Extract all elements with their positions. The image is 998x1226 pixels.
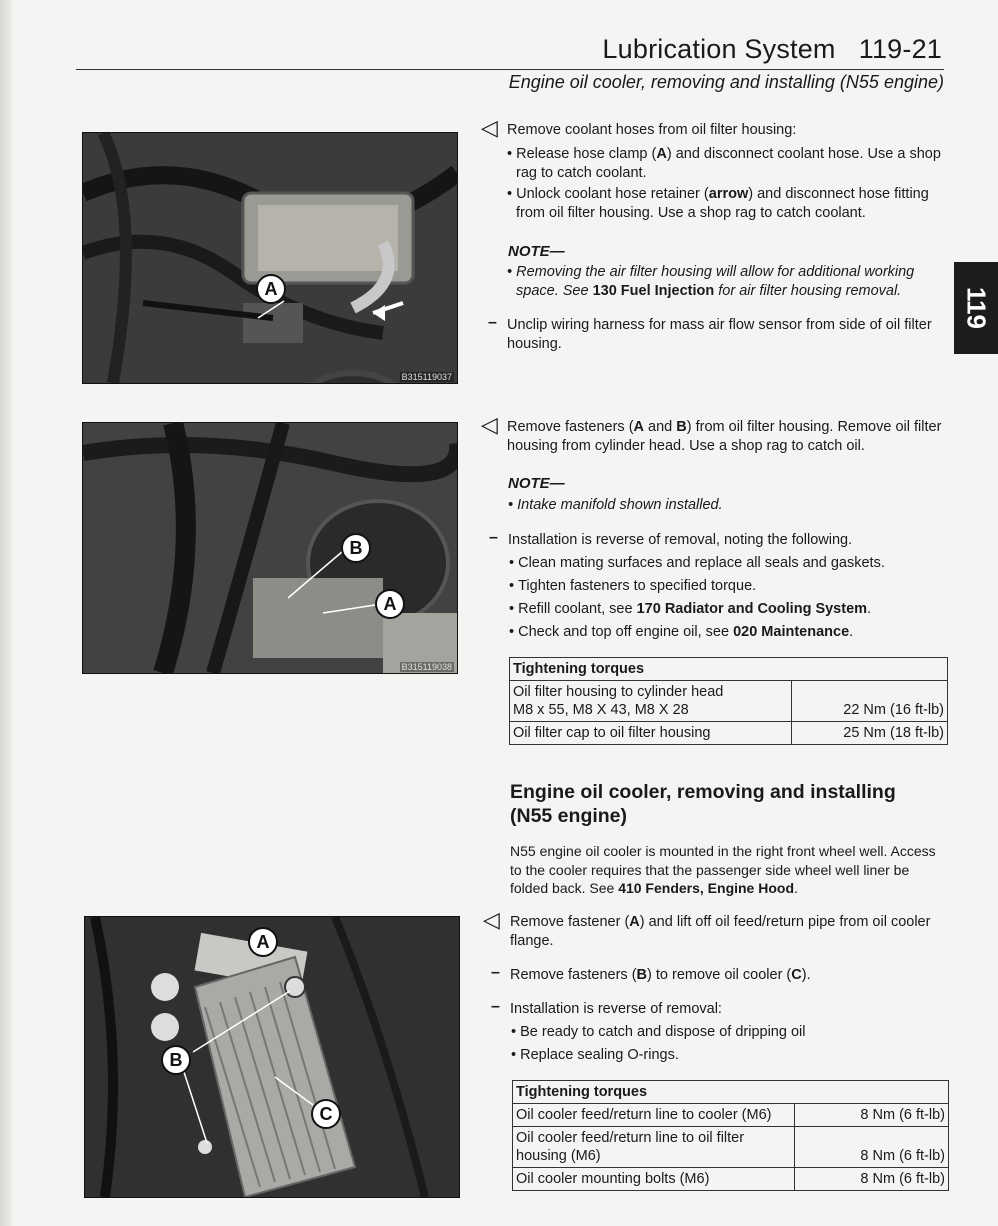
- step-3-dash-marker-1: –: [491, 964, 500, 981]
- table-row: [513, 1127, 949, 1168]
- chapter-tab: [954, 262, 998, 354]
- step-3-intro: Remove fastener (A) and lift off oil feed/return pipe from oil cooler flange.: [510, 914, 931, 949]
- step-3-bullet-1: • Be ready to catch and dispose of dripping oil: [511, 1024, 806, 1040]
- torque-label-2: housing (M6): [516, 1148, 601, 1164]
- torque-table-2-heading: Tightening torques: [513, 1081, 949, 1104]
- page-title: Lubrication System 119-21: [602, 34, 942, 64]
- torque-label: Oil filter housing to cylinder head: [513, 684, 724, 700]
- step-3-bullet-2: • Replace sealing O-rings.: [511, 1047, 679, 1063]
- table-row: [510, 722, 948, 745]
- step-1-bullet-2: • Unlock coolant hose retainer (arrow) and disconnect hose fitting from oil filter housing. Use a shop rag to catch coolant.: [507, 186, 929, 221]
- torque-label-2: M8 x 55, M8 X 43, M8 X 28: [513, 702, 689, 718]
- photo-1-callout-a: A: [256, 274, 286, 304]
- step-2-bullet-2: • Tighten fasteners to specified torque.: [509, 578, 757, 594]
- table-row: [513, 1168, 949, 1191]
- photo-2-code: B315119038: [401, 662, 452, 672]
- step-1-note-heading: NOTE—: [508, 243, 565, 260]
- photo-2-illustration: [83, 423, 457, 673]
- photo-1-code: B315119037: [401, 372, 452, 382]
- step-1-bullet-1: • Release hose clamp (A) and disconnect coolant hose. Use a shop rag to catch coolant.: [507, 146, 941, 181]
- photo-3-illustration: [85, 917, 459, 1197]
- torque-table-1: [509, 657, 948, 745]
- photo-2-callout-b: B: [341, 533, 371, 563]
- torque-value: 22 Nm (16 ft-lb): [792, 681, 948, 722]
- step-2-bullet-4: • Check and top off engine oil, see 020 Maintenance.: [509, 624, 854, 640]
- torque-value: 8 Nm (6 ft-lb): [795, 1104, 949, 1127]
- step-2-arrow-marker: ◁: [481, 412, 498, 437]
- torque-table-2: [512, 1080, 949, 1191]
- photo-1-illustration: [83, 133, 457, 383]
- torque-label: Oil filter cap to oil filter housing: [510, 722, 792, 745]
- step-2-intro: Remove fasteners (A and B) from oil filter housing. Remove oil filter housing from cylinder head. Use a shop rag to catch oil.: [507, 419, 942, 454]
- step-1-dash-marker: –: [488, 314, 497, 331]
- torque-value: 8 Nm (6 ft-lb): [795, 1127, 949, 1168]
- step-2-dash-marker: –: [489, 529, 498, 546]
- step-3-dash-1: Remove fasteners (B) to remove oil cooler (C).: [510, 967, 811, 983]
- step-2-bullet-1: • Clean mating surfaces and replace all seals and gaskets.: [509, 555, 885, 571]
- photo-3-callout-c: C: [311, 1099, 341, 1129]
- photo-3-callout-b: B: [161, 1045, 191, 1075]
- section-heading: Engine oil cooler, removing and installing (N55 engine): [510, 781, 896, 827]
- photo-2-callout-a: A: [375, 589, 405, 619]
- step-1-dash-text: Unclip wiring harness for mass air flow sensor from side of oil filter housing.: [507, 317, 932, 352]
- step-2-dash-text: Installation is reverse of removal, noting the following.: [508, 532, 853, 548]
- page-subtitle: Engine oil cooler, removing and installing (N55 engine): [508, 72, 944, 92]
- table-row: [513, 1104, 949, 1127]
- step-2-note-heading: NOTE—: [508, 475, 565, 492]
- torque-label: Oil cooler feed/return line to oil filter: [516, 1130, 745, 1146]
- torque-table-1-heading: Tightening torques: [510, 658, 948, 681]
- table-row: [510, 681, 948, 722]
- photo-oil-filter-housing-hoses: [82, 132, 458, 384]
- step-1-arrow-marker: ◁: [481, 115, 498, 140]
- step-3-arrow-marker: ◁: [483, 907, 500, 932]
- page-edge: [0, 0, 12, 1226]
- section-paragraph: N55 engine oil cooler is mounted in the right front wheel well. Access to the cooler requires that the passenger side wheel well liner be folded back. See 410 Fenders, Engine Hood.: [510, 843, 936, 896]
- photo-oil-filter-housing-fasteners: [82, 422, 458, 674]
- torque-label: Oil cooler feed/return line to cooler (M6): [513, 1104, 795, 1127]
- step-3-dash-marker-2: –: [491, 998, 500, 1015]
- header-rule: [76, 69, 944, 70]
- step-3-dash-2: Installation is reverse of removal:: [510, 1001, 722, 1017]
- chapter-tab-label: 119: [961, 287, 992, 329]
- step-2-bullet-3: • Refill coolant, see 170 Radiator and Cooling System.: [509, 601, 872, 617]
- step-1-note: • Removing the air filter housing will allow for additional working space. See 130 Fuel Injection for air filter housing removal.: [507, 264, 915, 299]
- step-1-intro: Remove coolant hoses from oil filter housing:: [507, 122, 797, 138]
- photo-3-callout-a: A: [248, 927, 278, 957]
- step-2-note: • Intake manifold shown installed.: [508, 497, 723, 513]
- photo-oil-cooler: [84, 916, 460, 1198]
- torque-value: 25 Nm (18 ft-lb): [792, 722, 948, 745]
- torque-value: 8 Nm (6 ft-lb): [795, 1168, 949, 1191]
- torque-label: Oil cooler mounting bolts (M6): [513, 1168, 795, 1191]
